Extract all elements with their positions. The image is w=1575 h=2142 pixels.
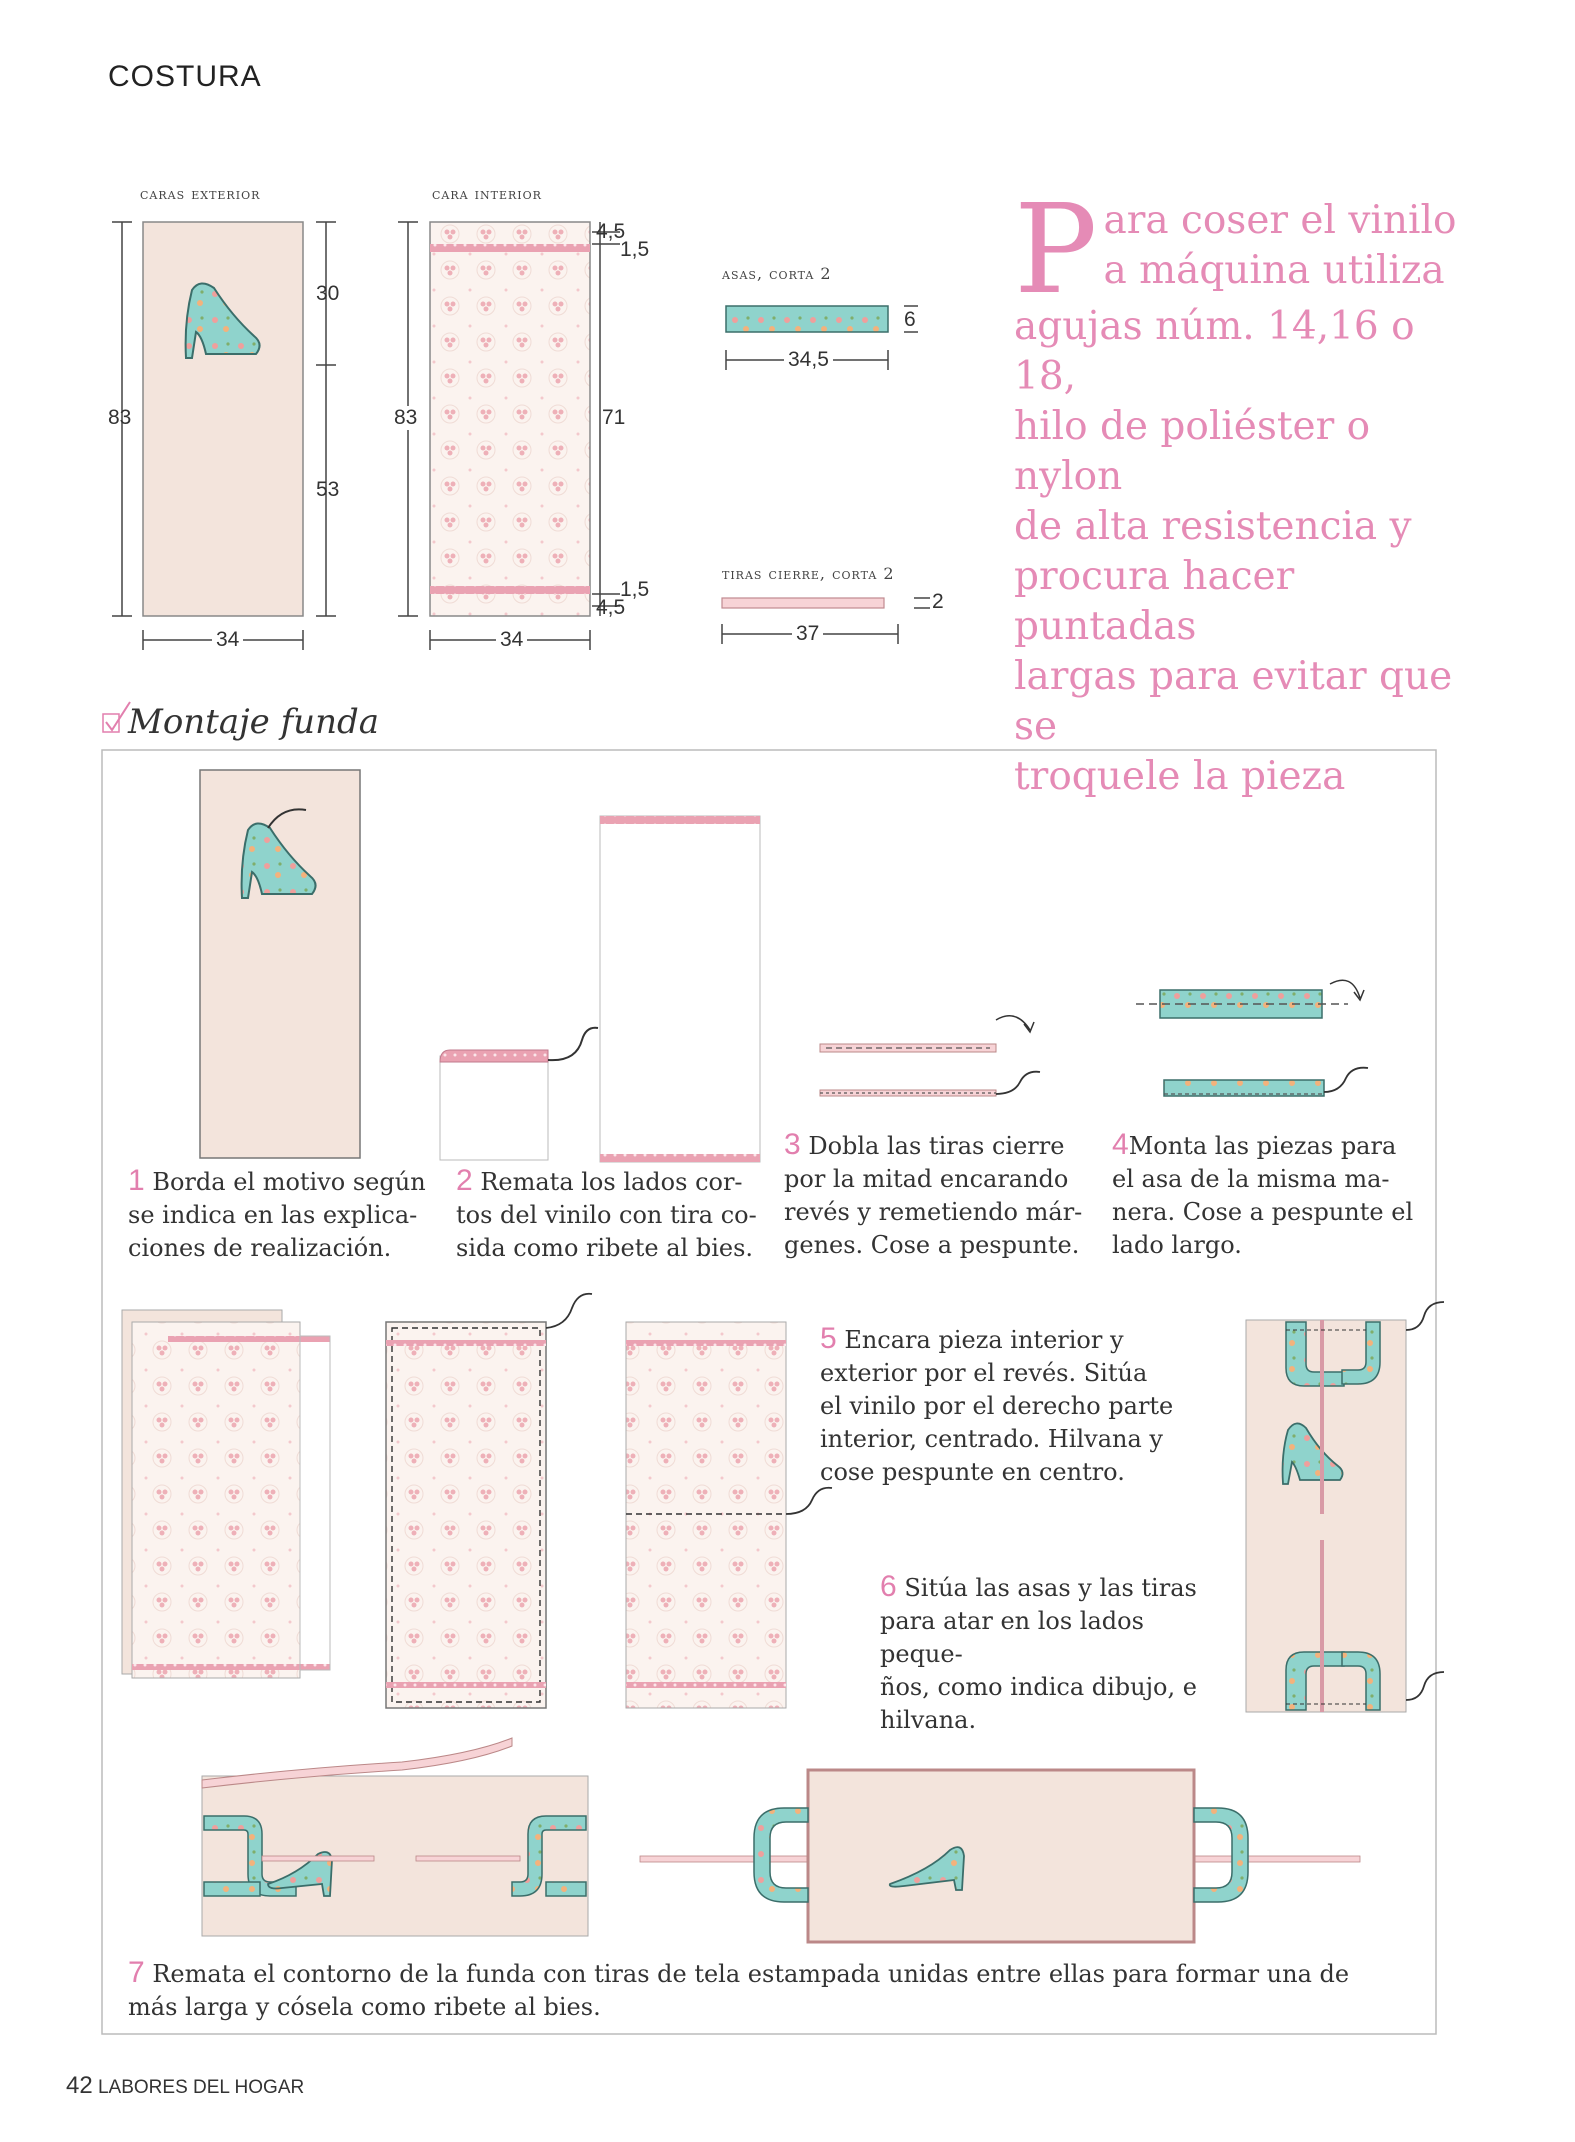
step7-drawing-a bbox=[202, 1738, 588, 1936]
inner-width-dim: 34 bbox=[496, 628, 527, 652]
ties-height-dim: 2 bbox=[932, 590, 944, 613]
step5-drawing-c bbox=[626, 1322, 832, 1708]
ties-piece-label: tiras cierre, corta 2 bbox=[722, 564, 895, 583]
step7-drawing-b bbox=[640, 1770, 1360, 1942]
step2-drawing bbox=[440, 816, 760, 1162]
step1-drawing bbox=[200, 770, 360, 1158]
step-4-text: 4Monta las piezas para el asa de la misma ma- nera. Cose a pespunte el lado largo. bbox=[1112, 1128, 1414, 1259]
step-5-text: 5 Encara pieza interior y exterior por el revés. Sitúa el vinilo por el derecho parte interior, centrado. Hilvana y cose pespunte en centro. bbox=[820, 1322, 1174, 1486]
step-3-text: 3 Dobla las tiras cierre por la mitad encarando revés y remetiendo már- genes. Cose a pespunte. bbox=[784, 1128, 1083, 1259]
outer-top-dim: 30 bbox=[316, 282, 340, 305]
handles-width-dim: 34,5 bbox=[784, 348, 833, 372]
sewing-tip: P ara coser el vinilo a máquina utiliza agujas núm. 14,16 o 18, hilo de poliéster o nylon de alta resistencia y procura hacer puntadas largas para evitar que se troquele la pieza bbox=[1014, 178, 1457, 799]
ties-drawing bbox=[722, 598, 930, 644]
section-header: COSTURA bbox=[108, 60, 262, 93]
inner-margin-4: 4,5 bbox=[596, 596, 626, 619]
inner-margin-3: 1,5 bbox=[620, 578, 650, 601]
section-heading: Montaje funda bbox=[128, 702, 379, 742]
step-2-text: 2 Remata los lados cor- tos del vinilo con tira co- sida como ribete al bies. bbox=[456, 1164, 757, 1262]
magazine-name: LABORES DEL HOGAR bbox=[97, 2077, 305, 2098]
outer-width-dim: 34 bbox=[212, 628, 243, 652]
step-6-text: 6 Sitúa las asas y las tiras para atar en los lados peque- ños, como indica dibujo, e hilvana. bbox=[880, 1570, 1197, 1734]
tip-dropcap: P bbox=[1014, 178, 1098, 322]
inner-piece-label: cara interior bbox=[432, 184, 542, 203]
step5-drawing-a bbox=[122, 1310, 330, 1678]
step6-drawing bbox=[1246, 1302, 1444, 1712]
step3-drawing bbox=[820, 1016, 1040, 1096]
inner-mid-dim: 71 bbox=[602, 406, 626, 429]
inner-piece-drawing bbox=[398, 222, 620, 650]
step5-drawing-b bbox=[386, 1294, 592, 1708]
outer-piece-label: caras exterior bbox=[140, 184, 261, 203]
step-7-text: 7 Remata el contorno de la funda con tiras de tela estampada unidas entre ellas para formar una de más larga y cósela como ribete al bies. bbox=[128, 1956, 1350, 2021]
step4-drawing bbox=[1136, 980, 1368, 1096]
handles-piece-label: asas, corta 2 bbox=[722, 264, 832, 283]
outer-bottom-dim: 53 bbox=[316, 478, 340, 501]
inner-height-dim: 83 bbox=[394, 406, 418, 429]
inner-margin-1: 4,5 bbox=[596, 220, 626, 243]
page-footer bbox=[66, 2072, 304, 2100]
outer-piece-drawing bbox=[112, 222, 336, 650]
ties-width-dim: 37 bbox=[792, 622, 823, 646]
checkbox-icon bbox=[103, 702, 130, 732]
page-number: 42 bbox=[66, 2072, 93, 2099]
inner-margin-2: 1,5 bbox=[620, 238, 650, 261]
outer-height-dim: 83 bbox=[108, 406, 132, 429]
handles-height-dim: 6 bbox=[904, 308, 916, 331]
step-1-text: 1 Borda el motivo según se indica en las explica- ciones de realización. bbox=[128, 1164, 426, 1262]
